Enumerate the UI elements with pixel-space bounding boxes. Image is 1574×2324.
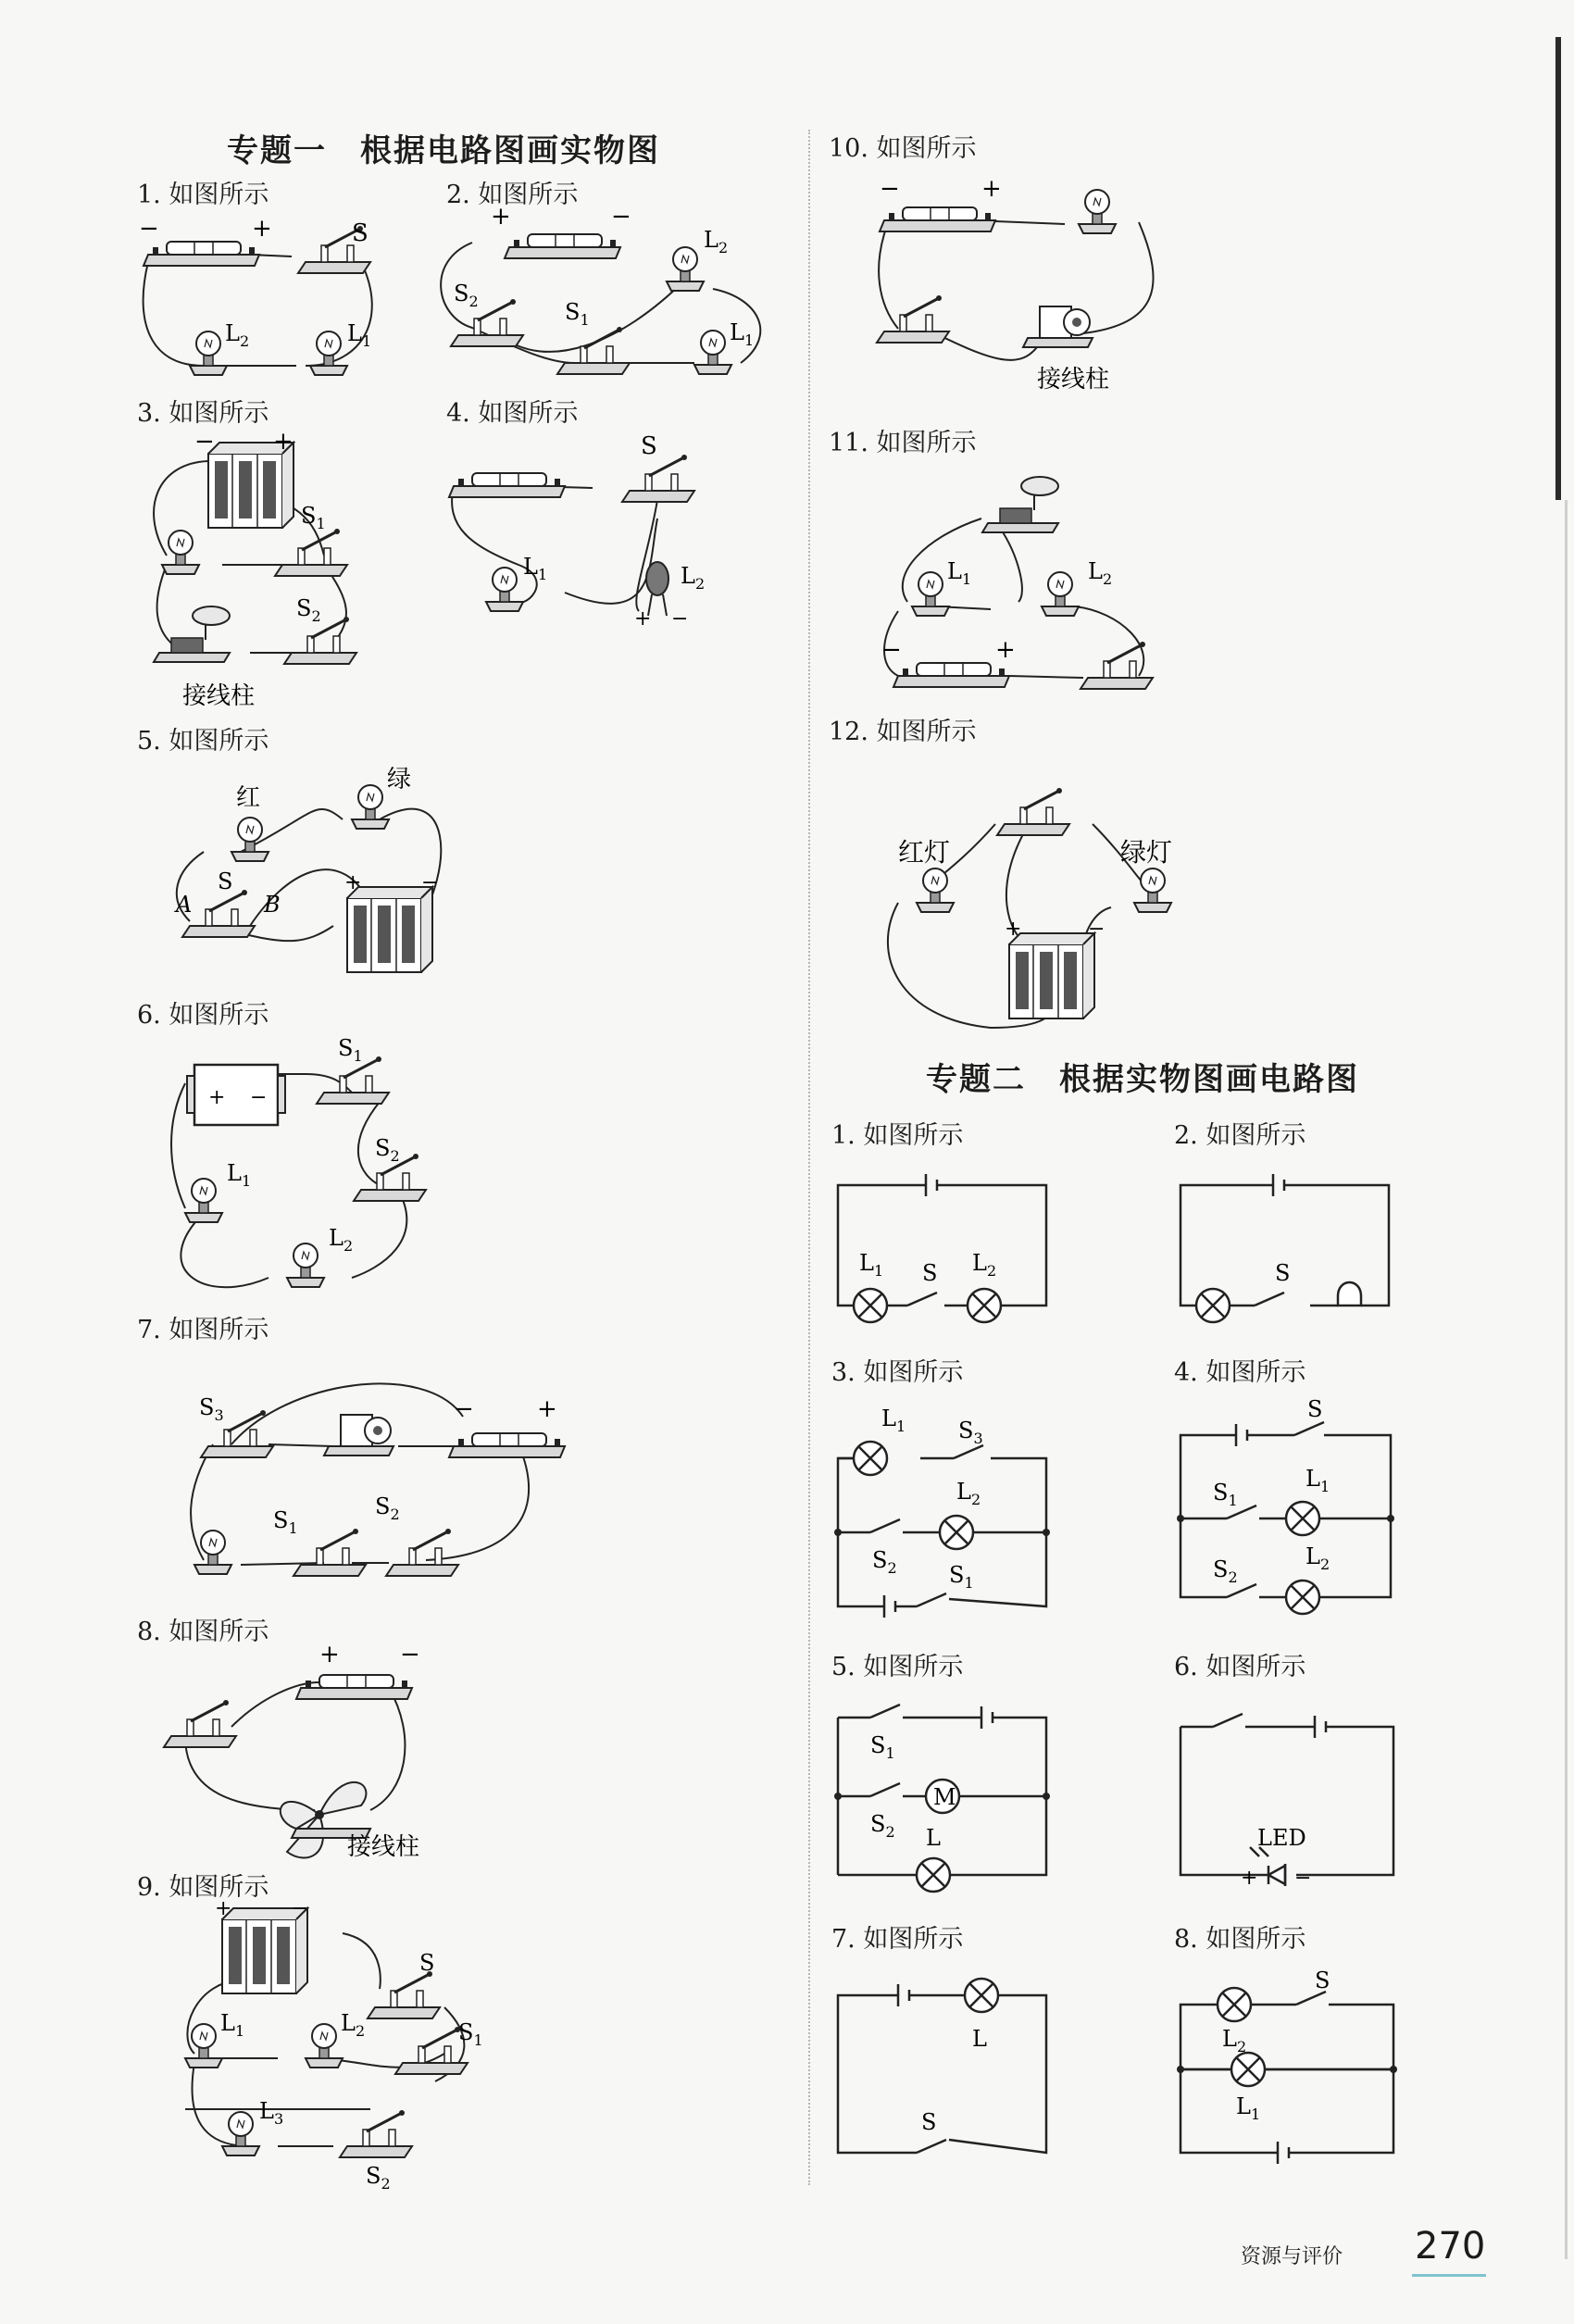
bulb-icon — [185, 1179, 222, 1222]
bulb-icon — [162, 531, 199, 574]
s1-item-9-label: 9. 如图所示 — [137, 1873, 269, 1902]
svg-text:L1: $L_1$ — [730, 319, 755, 349]
switch-icon — [997, 788, 1069, 835]
lamp-symbol — [854, 1442, 887, 1475]
svg-text:L2: $L_2$ — [1088, 558, 1113, 588]
bulb-icon — [694, 331, 731, 374]
svg-text:S: S — [1275, 1260, 1291, 1286]
s1-item-1-label: 1. 如图所示 — [137, 181, 269, 209]
s1-item-10-label: 10. 如图所示 — [829, 134, 977, 163]
svg-text:L2: $L_2$ — [1222, 2026, 1247, 2055]
s1-item-3-label: 3. 如图所示 — [137, 399, 269, 428]
svg-text:L1: $L_1$ — [227, 1160, 252, 1190]
lamp-symbol — [965, 1979, 998, 2012]
svg-text:S1: $S_1$ — [949, 1562, 974, 1592]
lamp-symbol — [968, 1289, 1001, 1322]
svg-text:S2: $S_2$ — [1213, 1556, 1238, 1586]
s1-figure-12 — [861, 750, 1222, 1046]
lamp-symbol — [1231, 2053, 1265, 2086]
svg-text:−: − — [880, 175, 900, 203]
svg-text:S2: $S_2$ — [872, 1547, 897, 1577]
svg-text:A: A — [176, 892, 193, 918]
s2-circuit-4 — [1176, 1393, 1407, 1625]
bulb-icon — [912, 572, 949, 616]
page-edge — [1555, 37, 1561, 500]
svg-text:+: + — [208, 1086, 226, 1109]
s2-item-3-label: 3. 如图所示 — [831, 1358, 964, 1387]
svg-text:L1: $L_1$ — [1305, 1466, 1330, 1495]
lamp-symbol — [940, 1516, 973, 1549]
bulb-icon — [306, 2024, 343, 2068]
svg-text:B: B — [264, 892, 281, 918]
bulb-icon — [310, 331, 347, 375]
svg-text:S1: $S_1$ — [458, 2019, 483, 2049]
svg-text:−: − — [611, 203, 631, 231]
svg-text:L2: $L_2$ — [681, 563, 706, 593]
svg-text:S: S — [922, 1260, 938, 1286]
svg-text:L: L — [926, 1825, 941, 1851]
svg-text:L2: $L_2$ — [341, 2010, 366, 2040]
page-number: 270 — [1415, 2225, 1486, 2268]
s2-item-7-label: 7. 如图所示 — [831, 1925, 964, 1954]
lamp-symbol — [1218, 1988, 1251, 2021]
svg-text:S2: $S_2$ — [375, 1493, 400, 1523]
bulb-icon — [667, 247, 704, 291]
svg-text:−: − — [1294, 1867, 1312, 1890]
battery-icon — [144, 242, 259, 266]
motor-icon — [324, 1415, 394, 1456]
svg-text:−: − — [139, 215, 159, 243]
s1-figure-9 — [157, 1896, 500, 2193]
bell-icon — [154, 606, 230, 662]
s1-figure-1 — [130, 208, 398, 384]
svg-text:L1: $L_1$ — [947, 558, 972, 588]
s1-figure-11 — [861, 463, 1176, 704]
s1-item-7-label: 7. 如图所示 — [137, 1316, 269, 1344]
svg-text:S1: $S_1$ — [1213, 1480, 1238, 1509]
svg-text:S2: $S_2$ — [870, 1811, 895, 1841]
svg-text:−: − — [250, 1086, 268, 1109]
storage-battery-icon — [347, 887, 432, 972]
svg-text:S2: $S_2$ — [296, 595, 321, 625]
bulb-icon — [352, 785, 389, 829]
terminal-label: 接线柱 — [182, 682, 256, 710]
bulb-icon — [917, 868, 954, 912]
section2-title: 专题二 根据实物图画电路图 — [926, 1061, 1359, 1098]
s1-figure-6 — [148, 1028, 454, 1306]
svg-text:+: + — [981, 175, 1002, 203]
bell-icon — [982, 477, 1058, 532]
s2-circuit-3 — [833, 1393, 1065, 1625]
bulb-icon — [222, 2112, 259, 2155]
storage-battery-icon — [222, 1908, 307, 1993]
bulb-icon — [190, 331, 227, 375]
svg-text:−: − — [454, 1395, 474, 1423]
bulb-icon — [287, 1243, 324, 1287]
red-lamp-label: 红 — [236, 784, 261, 812]
svg-text:+: + — [344, 871, 362, 894]
lamp-symbol — [1286, 1581, 1319, 1614]
lamp-symbol — [1286, 1502, 1319, 1535]
svg-text:L2: $L_2$ — [956, 1479, 981, 1508]
svg-text:−: − — [194, 428, 215, 456]
switch-icon — [294, 1529, 366, 1576]
battery-icon — [449, 473, 565, 497]
svg-text:+: + — [215, 1897, 232, 1920]
switch-icon — [395, 2027, 468, 2074]
svg-text:S1: $S_1$ — [273, 1507, 298, 1537]
s1-figure-4 — [435, 426, 741, 667]
svg-text:S3: $S_3$ — [199, 1394, 224, 1424]
svg-text:−: − — [881, 636, 902, 664]
svg-text:S2: $S_2$ — [375, 1135, 400, 1165]
svg-text:S2: $S_2$ — [366, 2163, 391, 2193]
svg-text:L2: $L_2$ — [704, 227, 729, 256]
svg-text:−: − — [1088, 918, 1106, 941]
section1-title: 专题一 根据电路图画实物图 — [227, 132, 660, 169]
battery-icon — [449, 1433, 565, 1457]
svg-text:L1: $L_1$ — [881, 1406, 906, 1435]
s2-circuit-8 — [1176, 1968, 1407, 2171]
switch-icon — [368, 1971, 440, 2018]
s2-circuit-7 — [833, 1968, 1065, 2171]
svg-text:L1: $L_1$ — [1236, 2093, 1261, 2123]
svg-text:+: + — [319, 1641, 340, 1668]
switch-icon — [340, 2110, 412, 2157]
svg-text:+: + — [1241, 1867, 1258, 1890]
svg-text:−: − — [292, 1897, 309, 1920]
s1-figure-8 — [157, 1643, 435, 1866]
svg-text:S3: $S_3$ — [958, 1418, 983, 1447]
s1-item-11-label: 11. 如图所示 — [829, 429, 977, 457]
s1-item-6-label: 6. 如图所示 — [137, 1001, 269, 1030]
storage-battery-icon — [1009, 933, 1094, 1018]
s2-item-8-label: 8. 如图所示 — [1174, 1925, 1306, 1954]
s1-item-5-label: 5. 如图所示 — [137, 727, 269, 756]
svg-text:L2: $L_2$ — [1305, 1543, 1330, 1573]
s2-item-4-label: 4. 如图所示 — [1174, 1358, 1306, 1387]
s1-item-8-label: 8. 如图所示 — [137, 1618, 269, 1646]
s2-item-5-label: 5. 如图所示 — [831, 1653, 964, 1681]
s2-circuit-2 — [1171, 1157, 1403, 1333]
svg-text:+: + — [273, 428, 294, 456]
bulb-icon — [1042, 572, 1079, 616]
lamp-symbol — [917, 1858, 950, 1892]
switch-icon — [164, 1700, 236, 1747]
svg-text:L2: $L_2$ — [225, 320, 250, 350]
svg-text:L1: $L_1$ — [220, 2010, 245, 2040]
svg-text:L2: $L_2$ — [972, 1250, 997, 1280]
s1-figure-3 — [130, 426, 407, 713]
svg-text:L1: $L_1$ — [347, 320, 372, 350]
svg-text:+: + — [1005, 918, 1022, 941]
svg-text:−: − — [400, 1641, 420, 1668]
s2-item-6-label: 6. 如图所示 — [1174, 1653, 1306, 1681]
terminal-label: 接线柱 — [1037, 366, 1110, 394]
svg-text:L1: $L_1$ — [859, 1250, 884, 1280]
s1-item-12-label: 12. 如图所示 — [829, 718, 977, 746]
battery-icon — [505, 234, 620, 258]
battery-icon — [296, 1675, 412, 1699]
svg-text:+: + — [537, 1395, 557, 1423]
switch-icon — [386, 1529, 458, 1576]
footer-text: 资源与评价 — [1241, 2245, 1343, 2268]
svg-text:+: + — [995, 636, 1016, 664]
svg-text:L: L — [972, 2026, 987, 2052]
s2-circuit-6 — [1176, 1690, 1407, 1893]
switch-icon — [182, 890, 255, 937]
svg-text:S1: $S_1$ — [870, 1732, 895, 1762]
column-divider — [808, 130, 810, 2185]
green-lamp-label: 绿 — [387, 766, 412, 793]
svg-text:S: S — [352, 219, 369, 247]
svg-text:L3: $L_3$ — [259, 2098, 284, 2128]
svg-text:S1: $S_1$ — [565, 299, 590, 329]
bulb-icon — [1134, 868, 1171, 912]
terminal-label: 接线柱 — [347, 1833, 420, 1861]
switch-icon — [877, 295, 949, 343]
svg-text:+: + — [252, 215, 272, 243]
svg-text:S: S — [1307, 1396, 1323, 1422]
svg-text:+: + — [634, 607, 652, 631]
s1-figure-7 — [148, 1343, 574, 1602]
svg-text:S1: $S_1$ — [301, 503, 326, 532]
red-lamp-label: 红灯 — [898, 837, 951, 868]
battery-icon — [880, 207, 995, 231]
bulb-icon — [1079, 190, 1116, 233]
page-edge-shadow — [1565, 500, 1568, 2259]
green-lamp-label: 绿灯 — [1120, 837, 1173, 868]
s2-circuit-1 — [833, 1157, 1056, 1333]
battery-box-icon — [187, 1065, 285, 1125]
svg-text:S: S — [1315, 1968, 1330, 1993]
bulb-icon — [486, 568, 523, 611]
battery-icon — [893, 663, 1009, 687]
svg-text:−: − — [671, 607, 689, 631]
switch-icon — [622, 455, 694, 502]
svg-text:S2: $S_2$ — [454, 281, 479, 310]
switch-icon — [275, 529, 347, 576]
motor-icon — [1023, 306, 1093, 347]
s1-item-4-label: 4. 如图所示 — [446, 399, 579, 428]
s1-item-2-label: 2. 如图所示 — [446, 181, 579, 209]
svg-text:S: S — [641, 432, 657, 460]
page-number-underline — [1412, 2274, 1486, 2277]
svg-text:S1: $S_1$ — [338, 1035, 363, 1065]
svg-text:−: − — [421, 871, 439, 894]
lamp-symbol — [854, 1289, 887, 1322]
svg-text:L1: $L_1$ — [523, 554, 548, 583]
svg-text:S: S — [218, 868, 233, 894]
led-label: LED — [1257, 1825, 1306, 1851]
svg-text:M: M — [933, 1784, 956, 1810]
svg-text:L2: $L_2$ — [329, 1225, 354, 1255]
svg-text:S: S — [921, 2109, 937, 2135]
s1-figure-5 — [148, 759, 481, 991]
svg-text:+: + — [491, 203, 511, 231]
s2-circuit-5 — [833, 1690, 1065, 1893]
svg-text:S: S — [419, 1950, 435, 1976]
lamp-symbol — [1196, 1289, 1230, 1322]
s2-item-2-label: 2. 如图所示 — [1174, 1121, 1306, 1150]
s2-item-1-label: 1. 如图所示 — [831, 1121, 964, 1150]
s1-figure-10 — [861, 176, 1167, 398]
bulb-icon — [185, 2024, 222, 2068]
s1-figure-2 — [435, 203, 787, 391]
